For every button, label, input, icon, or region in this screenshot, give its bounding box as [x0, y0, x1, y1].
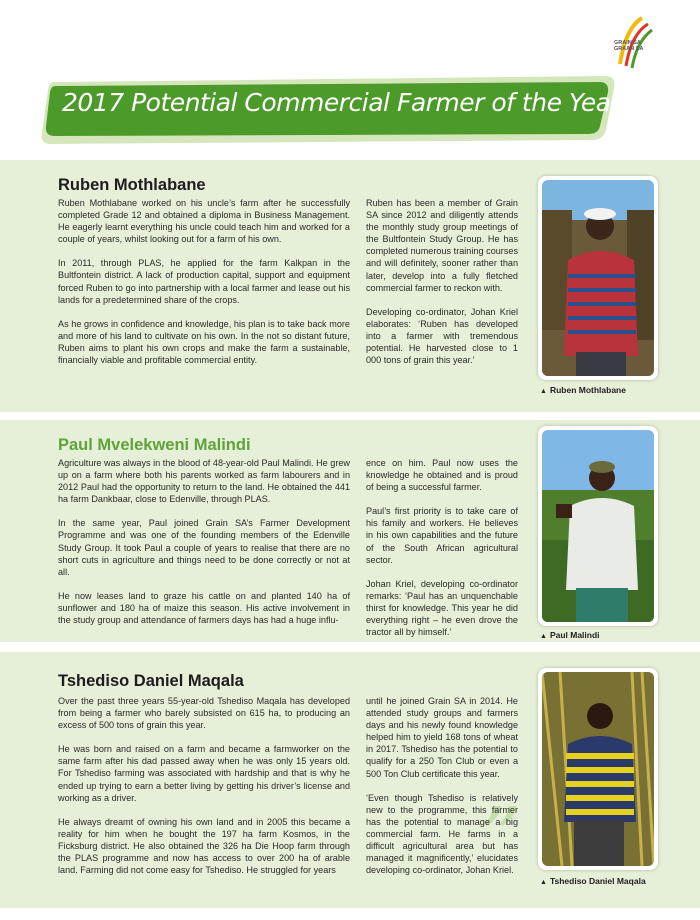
section-3-right-column: [366, 695, 518, 888]
section-1-left-column: [58, 197, 350, 378]
paragraph: ence on him. Paul now uses the knowledge he obtained and is proud of being a successful farmer.: [366, 458, 518, 493]
paragraph: Agriculture was always in the blood of 48-year-old Paul Malindi. He grew up on a farm where both his parents worked as farm labourers and in 2012 Paul had the opportunity to return to the land. He obtained the 441 ha farm Dankbaar, close to Edenville, through PLAS.: [58, 458, 350, 505]
paragraph: Ruben Mothlabane worked on his uncle’s farm after he successfully completed Grade 12 and obtained a diploma in Business Management. He eagerly learnt everything his uncle could teach him and worked for a couple of years, whilst looking out for a farm of his own.: [58, 198, 350, 245]
paragraph: In 2011, through PLAS, he applied for the farm Kalkpan in the Bultfontein district. A lack of production capital, support and equipment forced Ruben to go into partnership with a local farmer and lease out his lands for a predetermined share of the crops.: [58, 258, 350, 305]
paragraph: He now leases land to graze his cattle on and planted 140 ha of sunflower and 180 ha of maize this season. His active involvement in the study group and attendance of farmers days has had a huge influ-: [58, 590, 350, 626]
paragraph: He was born and raised on a farm and became a farmworker on the same farm after his dad passed away when he was only 15 years old. For Tshediso farming was associated with hardship and that is why he ended up trying to earn a better living by getting his driver’s license and working as a driver.: [58, 744, 350, 803]
section-2-name: Paul Mvelekweni Malindi: [58, 436, 251, 454]
paragraph: In the same year, Paul joined Grain SA’s Farmer Development Programme and was one of the founding members of the Edenville Study Group. It took Paul a couple of years to realise that there are no short cuts in agriculture and things need to be done correctly or not at all.: [58, 518, 350, 577]
paragraph: Over the past three years 55-year-old Tshediso Maqala has developed from being a farmer who barely subsisted on 615 ha, to producing an excess of 500 tons of grain this year.: [58, 696, 350, 731]
caption-text: Tshediso Daniel Maqala: [549, 876, 646, 886]
caption-triangle-icon: ▲: [540, 388, 547, 395]
caption-text: Ruben Mothlabane: [549, 385, 626, 395]
section-1-right-column: [366, 197, 518, 378]
page-title: 2017 Potential Commercial Farmer of the Year: [62, 88, 621, 117]
logo-text-line2: GRAAN SA: [614, 46, 644, 52]
photo-tshediso: [538, 668, 658, 870]
paragraph: Johan Kriel, developing co-ordinator remarks: ‘Paul has an unquenchable thirst for knowledge. This year he did everything right – he even drove the tractor all by himself.’: [366, 578, 518, 638]
caption-ruben: [540, 385, 626, 395]
caption-triangle-icon: ▲: [540, 633, 547, 640]
paragraph: Ruben has been a member of Grain SA since 2012 and diligently attends the monthly study group meetings of the Bultfontein Study Group. He has completed numerous training courses and will definitely, sooner rather than later, develop into a fully fletched commercial farmer to reckon with.: [366, 198, 518, 293]
paragraph: until he joined Grain SA in 2014. He attended study groups and farmers days and his newly found knowledge helped him to yield 168 tons of wheat in 2017. Tshediso has the potential to qualify for a 250 Ton Club or even a 500 Ton Club certificate this year.: [366, 696, 518, 779]
paragraph: Developing co-ordinator, Johan Kriel elaborates: ‘Ruben has developed into a farmer with tremendous potential. He harvested close to 1 000 tons of grain this year.’: [366, 306, 518, 366]
photo-ruben: [538, 176, 658, 380]
paragraph: He always dreamt of owning his own land and in 2005 this became a reality for him when he bought the 197 ha farm Kosmos, in the Ficksburg district. He also obtained the 326 ha Die Hoop farm through the PLAS programme and now has access to over 200 ha of arable land. Farming did not come easy for Tshediso. He struggled for years: [58, 816, 350, 876]
section-3-left-column: [58, 695, 350, 888]
caption-tshediso: [540, 876, 646, 886]
logo-text-line1: GRAIN SA: [614, 40, 641, 46]
decorative-quote-mark: ”: [480, 790, 521, 883]
section-2-right-column: [366, 457, 518, 650]
paragraph: Paul’s first priority is to take care of his family and workers. He believes in his own capabilities and the future of the South African agricultural sector.: [366, 506, 518, 565]
logo-text: [614, 40, 674, 52]
caption-paul: [540, 630, 600, 640]
section-3-name: Tshediso Daniel Maqala: [58, 672, 244, 690]
paragraph: As he grows in confidence and knowledge, his plan is to take back more and more of his land to cultivate on his own. In the not so distant future, Ruben aims to plant his own crops and make the farm a sustainable, financially viable and profitable commercial entity.: [58, 318, 350, 366]
paragraph: ‘Even though Tshediso is relatively new to the programme, this farmer has the potential to manage a big commercial farm. He farms in a difficult agricultural area but has managed it magnificently,’ elucidates developing co-ordinator, Johan Kriel.: [366, 792, 518, 876]
photo-paul: [538, 426, 658, 626]
caption-text: Paul Malindi: [549, 630, 600, 640]
section-1-name: Ruben Mothlabane: [58, 176, 206, 194]
section-2-left-column: [58, 457, 350, 638]
caption-triangle-icon: ▲: [540, 879, 547, 886]
